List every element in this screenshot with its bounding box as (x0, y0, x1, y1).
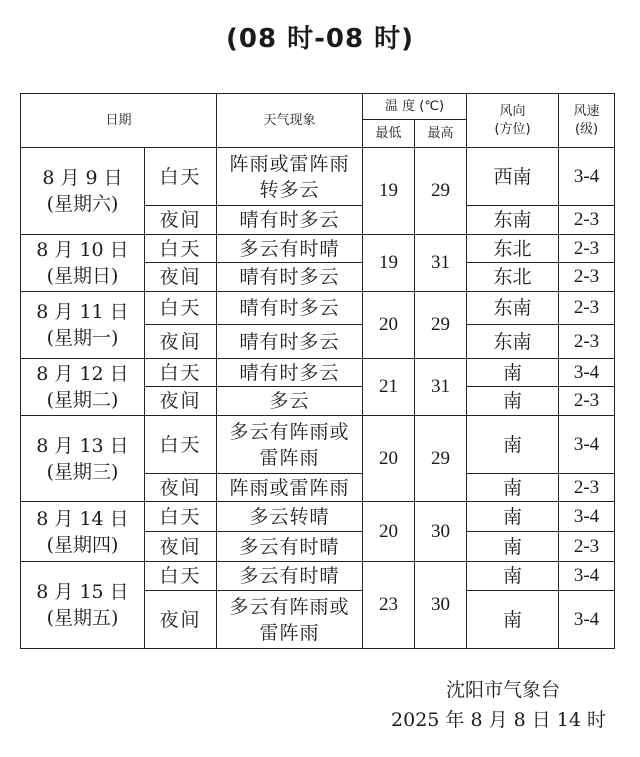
date-cell (21, 502, 145, 562)
temp-max: 29 (415, 292, 467, 359)
date-cell (21, 148, 145, 235)
header-wind-direction-label: 风向 (499, 103, 526, 119)
date-text: 8 月 9 日 (42, 167, 123, 189)
weather-line: 阵雨或雷阵雨 (229, 152, 350, 175)
date-cell (21, 235, 145, 292)
header-wind-direction-sub: (方位) (494, 121, 531, 137)
header-wind-direction (467, 94, 559, 148)
weather-cell: 晴有时多云 (217, 292, 363, 325)
wind-speed: 3-4 (559, 502, 615, 532)
weather-cell: 多云转晴 (217, 502, 363, 532)
wind-direction: 东南 (467, 206, 559, 235)
wind-direction: 南 (467, 532, 559, 562)
weekday-text: (星期二) (46, 389, 119, 411)
period-day: 白天 (145, 235, 217, 263)
table-row (21, 148, 615, 206)
weekday-text: (星期五) (46, 607, 119, 629)
wind-direction: 南 (467, 474, 559, 502)
header-temperature: 温 度 (℃) (363, 94, 467, 120)
weather-cell: 阵雨或雷阵雨 (217, 474, 363, 502)
header-date: 日期 (21, 94, 217, 148)
table-row (21, 359, 615, 387)
temp-max: 31 (415, 359, 467, 416)
weather-line: 多云有阵雨或 (229, 420, 350, 443)
temp-max: 30 (415, 562, 467, 649)
wind-speed: 3-4 (559, 359, 615, 387)
weather-cell: 多云有时晴 (217, 532, 363, 562)
wind-speed: 2-3 (559, 474, 615, 502)
date-text: 8 月 13 日 (36, 434, 129, 457)
date-cell (21, 416, 145, 502)
wind-direction: 南 (467, 562, 559, 591)
date-cell (21, 359, 145, 416)
wind-speed: 2-3 (559, 206, 615, 235)
temp-max: 29 (415, 416, 467, 502)
period-night: 夜间 (145, 387, 217, 416)
weather-line: 雷阵雨 (259, 621, 320, 644)
wind-direction: 南 (467, 416, 559, 474)
date-cell (21, 562, 145, 649)
wind-speed: 2-3 (559, 235, 615, 263)
weather-cell: 多云有时晴 (217, 562, 363, 591)
wind-speed: 3-4 (559, 416, 615, 474)
wind-speed: 2-3 (559, 292, 615, 325)
weather-cell: 多云有时晴 (217, 235, 363, 263)
table-row (21, 502, 615, 532)
weather-cell: 多云 (217, 387, 363, 416)
period-night: 夜间 (145, 263, 217, 292)
wind-direction: 东北 (467, 235, 559, 263)
temp-min: 23 (363, 562, 415, 649)
table-row (21, 562, 615, 591)
weekday-text: (星期三) (46, 460, 119, 483)
wind-speed: 3-4 (559, 591, 615, 649)
date-text: 8 月 11 日 (36, 301, 129, 323)
temp-min: 20 (363, 502, 415, 562)
table-row (21, 416, 615, 474)
weekday-text: (星期日) (46, 265, 119, 287)
forecast-period-title: (08 时-08 时) (225, 24, 415, 54)
header-weather: 天气现象 (217, 94, 363, 148)
forecast-table (20, 93, 615, 649)
temp-min: 19 (363, 148, 415, 235)
date-text: 8 月 14 日 (36, 507, 129, 530)
period-night: 夜间 (145, 591, 217, 649)
wind-direction: 东南 (467, 292, 559, 325)
weather-cell: 晴有时多云 (217, 263, 363, 292)
weather-cell (217, 591, 363, 649)
weather-cell: 晴有时多云 (217, 359, 363, 387)
wind-speed: 2-3 (559, 325, 615, 359)
period-night: 夜间 (145, 474, 217, 502)
wind-speed: 2-3 (559, 263, 615, 292)
weather-line: 多云有阵雨或 (229, 595, 350, 618)
header-temp-min: 最低 (363, 120, 415, 148)
date-text: 8 月 15 日 (36, 581, 129, 603)
period-day: 白天 (145, 416, 217, 474)
weekday-text: (星期四) (46, 533, 119, 556)
date-text: 8 月 12 日 (36, 363, 129, 385)
issuer: 沈阳市气象台 (445, 679, 560, 701)
header-wind-speed-label: 风速 (573, 103, 600, 119)
temp-min: 20 (363, 292, 415, 359)
period-day: 白天 (145, 359, 217, 387)
wind-direction: 南 (467, 591, 559, 649)
wind-speed: 2-3 (559, 532, 615, 562)
wind-direction: 南 (467, 359, 559, 387)
period-day: 白天 (145, 292, 217, 325)
header-temp-max: 最高 (415, 120, 467, 148)
period-night: 夜间 (145, 206, 217, 235)
weather-line: 雷阵雨 (259, 446, 320, 469)
wind-direction: 西南 (467, 148, 559, 206)
wind-direction: 南 (467, 502, 559, 532)
temp-max: 29 (415, 148, 467, 235)
issue-datetime: 2025 年 8 月 8 日 14 时 (391, 709, 606, 731)
wind-direction: 东南 (467, 325, 559, 359)
header-wind-speed-sub: (级) (574, 121, 599, 137)
temp-min: 21 (363, 359, 415, 416)
temp-min: 19 (363, 235, 415, 292)
wind-speed: 3-4 (559, 562, 615, 591)
weather-cell: 晴有时多云 (217, 206, 363, 235)
weather-cell: 晴有时多云 (217, 325, 363, 359)
temp-min: 20 (363, 416, 415, 502)
temp-max: 31 (415, 235, 467, 292)
weather-line: 转多云 (259, 178, 320, 201)
date-cell (21, 292, 145, 359)
weekday-text: (星期一) (46, 327, 119, 349)
period-night: 夜间 (145, 325, 217, 359)
table-row (21, 235, 615, 263)
date-text: 8 月 10 日 (36, 239, 129, 261)
wind-speed: 3-4 (559, 148, 615, 206)
wind-speed: 2-3 (559, 387, 615, 416)
weekday-text: (星期六) (46, 193, 119, 215)
wind-direction: 东北 (467, 263, 559, 292)
temp-max: 30 (415, 502, 467, 562)
header-wind-speed (559, 94, 615, 148)
wind-direction: 南 (467, 387, 559, 416)
weather-cell (217, 416, 363, 474)
period-day: 白天 (145, 148, 217, 206)
table-row (21, 292, 615, 325)
period-day: 白天 (145, 562, 217, 591)
period-day: 白天 (145, 502, 217, 532)
period-night: 夜间 (145, 532, 217, 562)
weather-cell (217, 148, 363, 206)
